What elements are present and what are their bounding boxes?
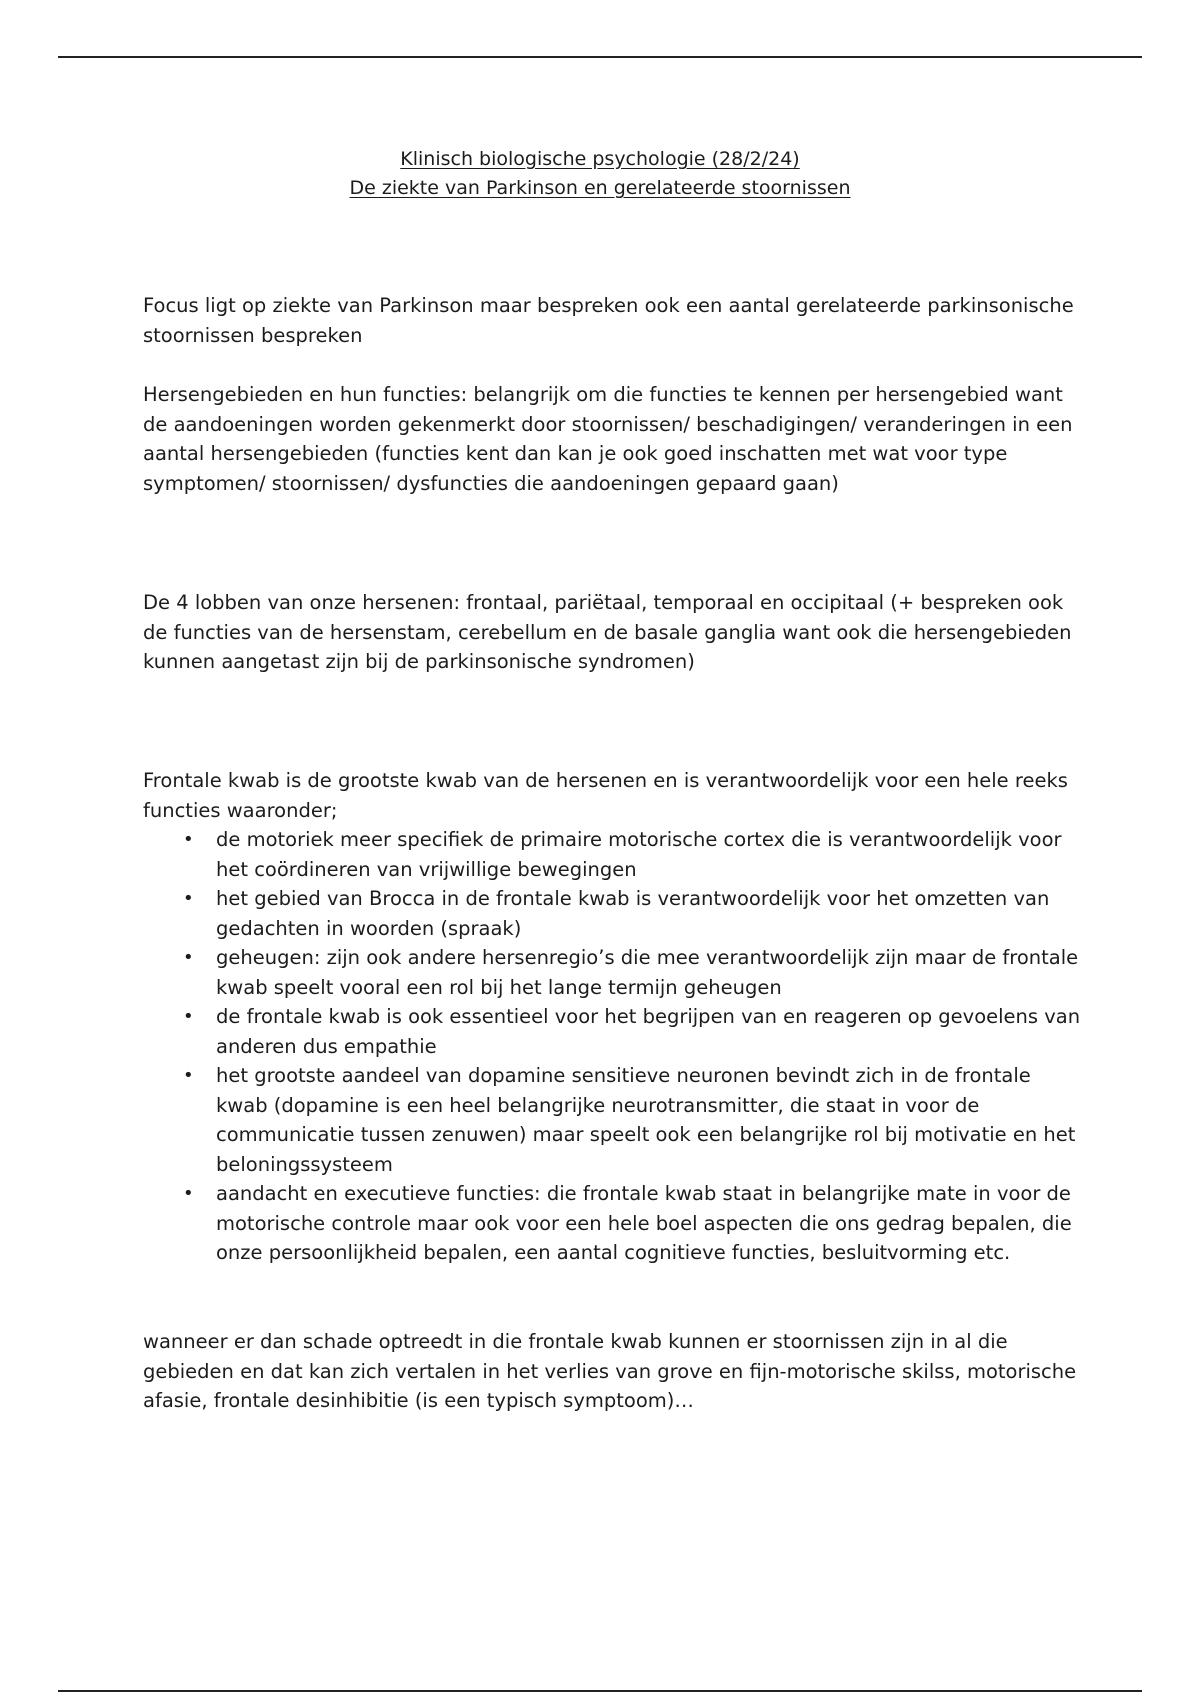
paragraph-schade: wanneer er dan schade optreedt in die frontale kwab kunnen er stoornissen zijn in al die gebieden en dat kan zich vertalen in het verlies van grove en fijn-motorische skilss, motorische afasie, frontale desinhibitie (is een typisch symptoom)… bbox=[143, 1330, 1077, 1412]
list-item bbox=[143, 825, 1083, 884]
list-item-text: de motoriek meer specifiek de primaire motorische cortex die is verantwoordelijk voor het coördineren van vrijwillige bewegingen bbox=[216, 828, 1062, 881]
title-line-course: Klinisch biologische psychologie (28/2/24) bbox=[400, 148, 800, 170]
frontal-functions-list bbox=[143, 825, 1083, 1268]
list-item bbox=[143, 884, 1083, 943]
list-item bbox=[143, 1002, 1083, 1061]
bullet-icon: • bbox=[183, 829, 194, 850]
paragraph-hersengebieden: Hersengebieden en hun functies: belangrijk om die functies te kennen per hersengebied want de aandoeningen worden gekenmerkt door stoornissen/ beschadigingen/ veranderingen in een aantal hersengebieden (functies kent dan kan je ook goed inschatten met wat voor type symptomen/ stoornissen/ dysfuncties die aandoeningen gepaard gaan) bbox=[143, 383, 1073, 495]
document-title bbox=[0, 145, 1200, 203]
top-divider bbox=[58, 56, 1142, 58]
list-item-text: aandacht en executieve functies: die frontale kwab staat in belangrijke mate in voor de motorische controle maar ook voor een hele boel aspecten die ons gedrag bepalen, die onze persoonlijkheid bepalen, een aantal cognitieve functies, besluitvorming etc. bbox=[216, 1182, 1072, 1264]
title-line-topic: De ziekte van Parkinson en gerelateerde stoornissen bbox=[349, 177, 851, 199]
bullet-icon: • bbox=[183, 1006, 194, 1027]
list-item-text: het grootste aandeel van dopamine sensitieve neuronen bevindt zich in de frontale kwab (dopamine is een heel belangrijke neurotransmitter, die staat in voor de communicatie tussen zenuwen) maar speelt ook een belangrijke rol bij motivatie en het beloningssysteem bbox=[216, 1064, 1076, 1176]
bullet-icon: • bbox=[183, 888, 194, 909]
bottom-divider bbox=[58, 1690, 1142, 1692]
list-item bbox=[143, 1179, 1083, 1268]
paragraph-focus: Focus ligt op ziekte van Parkinson maar bespreken ook een aantal gerelateerde parkinsonische stoornissen bespreken bbox=[143, 294, 1074, 347]
list-item-text: de frontale kwab is ook essentieel voor het begrijpen van en reageren op gevoelens van anderen dus empathie bbox=[216, 1005, 1081, 1058]
bullet-icon: • bbox=[183, 947, 194, 968]
list-item-text: geheugen: zijn ook andere hersenregio’s die mee verantwoordelijk zijn maar de frontale kwab speelt vooral een rol bij het lange termijn geheugen bbox=[216, 946, 1079, 999]
list-item bbox=[143, 1061, 1083, 1179]
bullet-icon: • bbox=[183, 1065, 194, 1086]
list-item bbox=[143, 943, 1083, 1002]
paragraph-lobben: De 4 lobben van onze hersenen: frontaal, pariëtaal, temporaal en occipitaal (+ bespreken ook de functies van de hersenstam, cerebellum en de basale ganglia want ook die hersengebieden kunnen aangetast zijn bij de parkinsonische syndromen) bbox=[143, 591, 1072, 673]
bullet-icon: • bbox=[183, 1183, 194, 1204]
list-item-text: het gebied van Brocca in de frontale kwab is verantwoordelijk voor het omzetten van gedachten in woorden (spraak) bbox=[216, 887, 1050, 940]
paragraph-frontale-kwab-intro: Frontale kwab is de grootste kwab van de hersenen en is verantwoordelijk voor een hele reeks functies waaronder; bbox=[143, 769, 1068, 822]
